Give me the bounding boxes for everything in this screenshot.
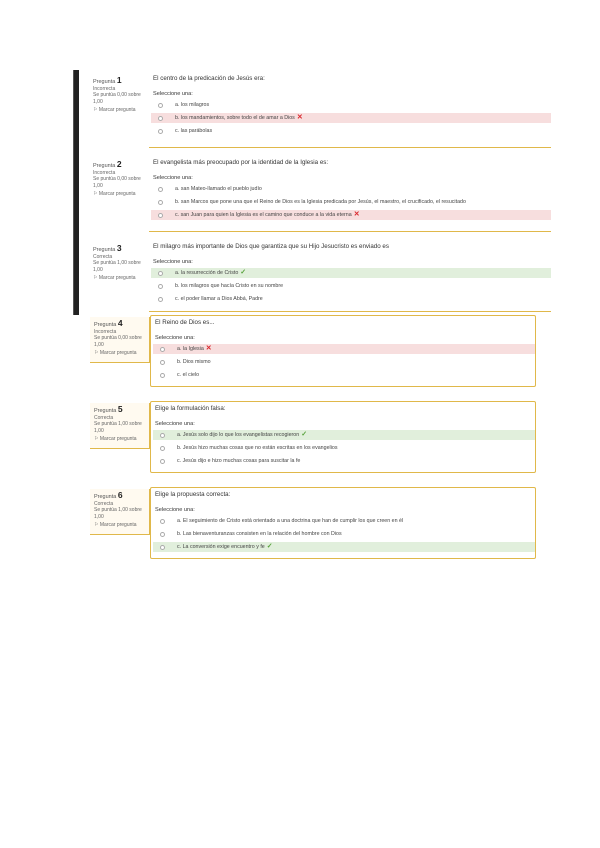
answer-option-text: b. Jesús hizo muchas cosas que no están escritas en los evangelios <box>177 445 338 451</box>
select-one-label: Seleccione una: <box>153 259 193 265</box>
radio-button[interactable] <box>160 433 165 438</box>
select-one-label: Seleccione una: <box>155 507 195 513</box>
question-score: Se puntúa 1,00 sobre 1,00 <box>94 507 142 520</box>
question-text: Elige la propuesta correcta: <box>155 491 231 498</box>
radio-button[interactable] <box>158 297 163 302</box>
question-text: El evangelista más preocupado por la identidad de la Iglesia es: <box>153 159 329 166</box>
quiz-review-screenshot-bottom <box>80 313 542 563</box>
answer-option-text: c. La conversión exige encuentro y fe <box>177 544 265 550</box>
question-block <box>79 70 557 150</box>
question-score: Se puntúa 0,00 sobre 1,00 <box>94 335 142 348</box>
answer-option[interactable] <box>153 344 535 354</box>
radio-button[interactable] <box>160 519 165 524</box>
answer-option-text: c. Jesús dijo e hizo muchas cosas para suscitar la fe <box>177 458 301 464</box>
flag-icon: ⚐ <box>93 275 98 282</box>
radio-button[interactable] <box>160 459 165 464</box>
answer-option[interactable] <box>151 294 551 304</box>
question-text: El centro de la predicación de Jesús era: <box>153 75 265 82</box>
flag-question-link[interactable] <box>94 522 146 529</box>
question-block <box>80 313 542 389</box>
question-info <box>90 489 150 535</box>
flag-question-link[interactable] <box>94 436 146 443</box>
answer-option-text: b. los mandamientos, sobre todo el de amar a Dios <box>175 115 295 121</box>
answer-option-text: c. el poder llamar a Dios Abbá, Padre <box>175 296 263 302</box>
answer-option-text: c. san Juan para quien la Iglesia es el camino que conduce a la vida eterna <box>175 212 352 218</box>
question-content <box>149 72 551 148</box>
answer-option[interactable] <box>151 113 551 123</box>
answer-options <box>149 184 551 220</box>
question-score: Se puntúa 0,00 sobre 1,00 <box>93 176 141 189</box>
flag-question-label: Marcar pregunta <box>98 191 136 198</box>
x-mark-icon: ✕ <box>296 114 303 121</box>
select-one-label: Seleccione una: <box>155 421 195 427</box>
x-mark-icon: ✕ <box>353 211 360 218</box>
answer-option-text: a. Jesús solo dijo lo que los evangelistas recogieron <box>177 432 300 438</box>
question-number: Pregunta 6 <box>94 490 123 500</box>
answer-options <box>149 100 551 136</box>
radio-button[interactable] <box>160 545 165 550</box>
radio-button[interactable] <box>158 284 163 289</box>
answer-option[interactable] <box>153 370 535 380</box>
radio-button[interactable] <box>160 360 165 365</box>
quiz-review-screenshot-top <box>74 70 557 315</box>
question-text: El Reino de Dios es... <box>155 319 215 326</box>
answer-option[interactable] <box>153 430 535 440</box>
question-block <box>79 238 557 314</box>
flag-icon: ⚐ <box>94 350 99 357</box>
select-one-label: Seleccione una: <box>155 335 195 341</box>
answer-option-text: b. san Marcos que pone una que el Reino de Dios es la Iglesia predicada por Jesús, el maestro, el crucificado, el resucitado <box>175 199 466 205</box>
radio-button[interactable] <box>158 103 163 108</box>
question-info <box>89 242 148 287</box>
answer-option-text: a. la Iglesia <box>177 346 204 352</box>
question-content <box>149 156 551 232</box>
answer-options <box>151 430 535 466</box>
answer-option[interactable] <box>151 281 551 291</box>
answer-option[interactable] <box>151 126 551 136</box>
question-status: Incorrecta <box>93 169 116 176</box>
answer-option[interactable] <box>151 100 551 110</box>
answer-option[interactable] <box>153 443 535 453</box>
question-text: Elige la formulación falsa: <box>155 405 226 412</box>
flag-question-label: Marcar pregunta <box>99 350 137 357</box>
radio-button[interactable] <box>158 213 163 218</box>
answer-option-text: b. Dios mismo <box>177 359 211 365</box>
answer-options <box>151 516 535 552</box>
radio-button[interactable] <box>160 373 165 378</box>
answer-option-text: a. El seguimiento de Cristo está orientado a una doctrina que han de cumplir los que creen en él <box>177 518 404 524</box>
radio-button[interactable] <box>160 347 165 352</box>
check-mark-icon: ✓ <box>240 269 247 276</box>
flag-icon: ⚐ <box>94 436 99 443</box>
answer-option[interactable] <box>151 197 551 207</box>
question-status: Correcta <box>93 253 113 260</box>
question-block <box>80 399 542 475</box>
answer-option[interactable] <box>151 268 551 278</box>
question-score: Se puntúa 1,00 sobre 1,00 <box>93 260 141 273</box>
flag-icon: ⚐ <box>94 522 99 529</box>
radio-button[interactable] <box>158 200 163 205</box>
select-one-label: Seleccione una: <box>153 175 193 181</box>
question-number: Pregunta 5 <box>94 404 123 414</box>
flag-question-label: Marcar pregunta <box>99 522 137 529</box>
flag-question-link[interactable] <box>93 275 145 282</box>
question-status: Incorrecta <box>93 85 116 92</box>
select-one-label: Seleccione una: <box>153 91 193 97</box>
question-info <box>89 74 148 119</box>
question-info <box>90 403 150 449</box>
radio-button[interactable] <box>158 187 163 192</box>
check-mark-icon: ✓ <box>301 431 308 438</box>
radio-button[interactable] <box>160 532 165 537</box>
x-mark-icon: ✕ <box>205 345 212 352</box>
flag-question-link[interactable] <box>93 191 145 198</box>
check-mark-icon: ✓ <box>266 543 273 550</box>
question-score: Se puntúa 1,00 sobre 1,00 <box>94 421 142 434</box>
question-content <box>150 401 536 473</box>
question-block <box>79 154 557 234</box>
answer-options <box>149 268 551 304</box>
answer-option[interactable] <box>153 529 535 539</box>
question-status: Incorrecta <box>94 328 117 335</box>
answer-option-text: c. las parábolas <box>175 128 213 134</box>
answer-option[interactable] <box>151 184 551 194</box>
answer-option[interactable] <box>153 357 535 367</box>
question-content <box>149 240 551 312</box>
answer-option-text: b. los milagros que hacía Cristo en su nombre <box>175 283 284 289</box>
flag-question-label: Marcar pregunta <box>98 275 136 282</box>
answer-option[interactable] <box>151 210 551 220</box>
flag-question-label: Marcar pregunta <box>98 107 136 114</box>
question-score: Se puntúa 0,00 sobre 1,00 <box>93 92 141 105</box>
flag-question-link[interactable] <box>93 107 145 114</box>
answer-option-text: b. Las bienaventuranzas consisten en la relación del hombre con Dios <box>177 531 342 537</box>
answer-option-text: a. la resurrección de Cristo <box>175 270 239 276</box>
answer-option-text: c. el cielo <box>177 372 200 378</box>
flag-question-link[interactable] <box>94 350 146 357</box>
answer-option-text: a. los milagros <box>175 102 210 108</box>
question-info <box>89 158 148 203</box>
question-text: El milagro más importante de Dios que garantiza que su Hijo Jesucristo es enviado es <box>153 243 389 250</box>
question-status: Correcta <box>94 414 114 421</box>
question-number: Pregunta 4 <box>94 318 123 328</box>
question-number: Pregunta 3 <box>93 243 122 253</box>
answer-option[interactable] <box>153 542 535 552</box>
radio-button[interactable] <box>158 129 163 134</box>
answer-option-text: a. san Mateo-llamado el pueblo judío <box>175 186 262 192</box>
radio-button[interactable] <box>158 116 163 121</box>
radio-button[interactable] <box>158 271 163 276</box>
flag-question-label: Marcar pregunta <box>99 436 137 443</box>
answer-option[interactable] <box>153 456 535 466</box>
question-number: Pregunta 2 <box>93 159 122 169</box>
question-info <box>90 317 150 363</box>
answer-options <box>151 344 535 380</box>
flag-icon: ⚐ <box>93 191 98 198</box>
radio-button[interactable] <box>160 446 165 451</box>
question-content <box>150 487 536 559</box>
question-block <box>80 485 542 561</box>
question-status: Correcta <box>94 500 114 507</box>
flag-icon: ⚐ <box>93 107 98 114</box>
answer-option[interactable] <box>153 516 535 526</box>
question-number: Pregunta 1 <box>93 75 122 85</box>
question-content <box>150 315 536 387</box>
